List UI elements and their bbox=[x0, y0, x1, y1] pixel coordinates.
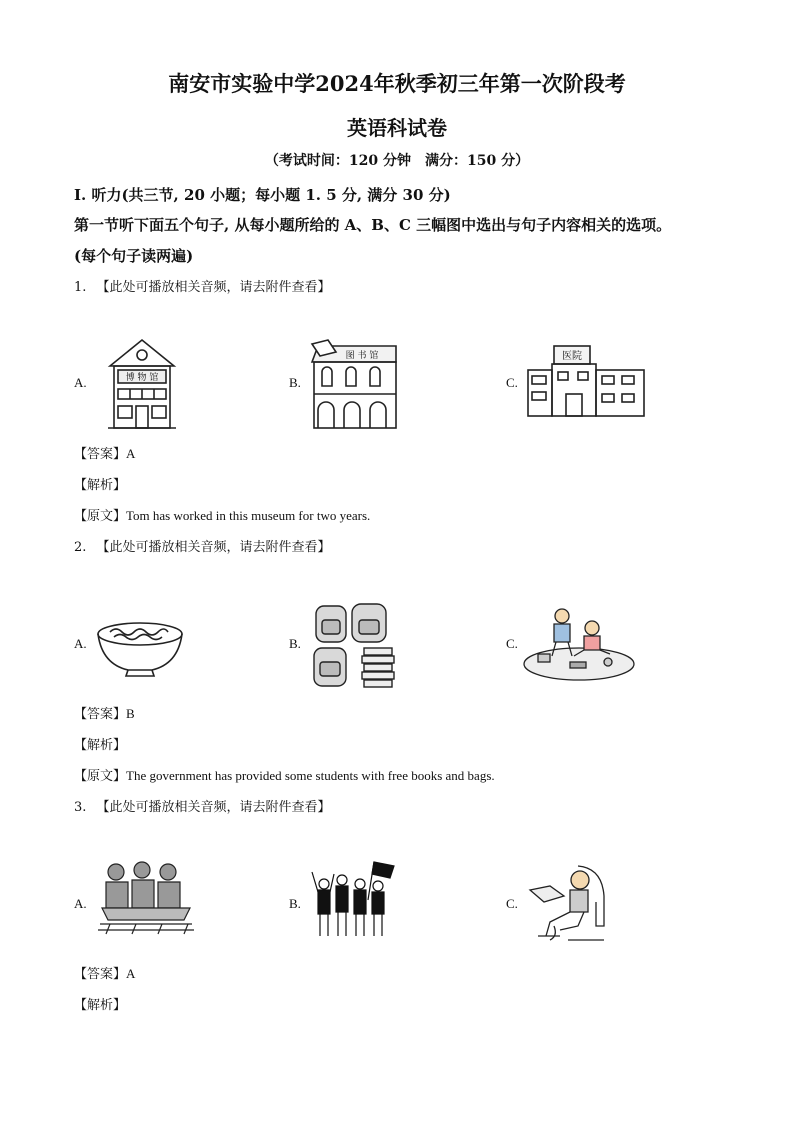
answer-value: B bbox=[126, 706, 135, 721]
option-b-label: B. bbox=[289, 375, 301, 390]
answer-row bbox=[74, 703, 135, 722]
option-c-label: C. bbox=[506, 375, 518, 390]
option-a-label: A. bbox=[74, 896, 87, 911]
question-number: 3. bbox=[74, 800, 87, 815]
original-row bbox=[74, 765, 495, 784]
question-number: 2. bbox=[74, 540, 87, 555]
question-1-header bbox=[74, 276, 331, 295]
audio-note: 【此处可播放相关音频，请去附件查看】 bbox=[96, 540, 331, 555]
cheering-group-icon bbox=[308, 860, 400, 942]
hospital-sign-text: 医院 bbox=[562, 351, 582, 362]
exam-subtitle: 英语科试卷 bbox=[347, 116, 447, 140]
section-heading: Ⅰ. 听力(共三节, 20 小题；每小题 1. 5 分, 满分 30 分) bbox=[74, 186, 451, 204]
option-b-label: B. bbox=[289, 896, 301, 911]
option-a-label: A. bbox=[74, 636, 87, 651]
answer-row bbox=[74, 963, 135, 982]
section-instruction-note: (每个句子读两遍) bbox=[74, 247, 194, 265]
noodle-bowl-icon bbox=[94, 618, 186, 680]
exam-meta: （考试时间：120 分钟 满分：150 分） bbox=[264, 153, 530, 169]
soldiers-training-icon bbox=[96, 858, 196, 938]
option-c-label: C. bbox=[506, 896, 518, 911]
question-3-header bbox=[74, 796, 331, 815]
analysis-label: 【解析】 bbox=[74, 738, 127, 753]
original-text: The government has provided some students with free books and bags. bbox=[126, 768, 495, 783]
museum-building-icon bbox=[106, 336, 178, 430]
answer-value: A bbox=[126, 966, 136, 981]
exam-title: 南安市实验中学2024年秋季初三年第一次阶段考 bbox=[168, 71, 626, 96]
original-label: 【原文】 bbox=[74, 509, 127, 524]
question-2-header bbox=[74, 536, 331, 555]
answer-label: 【答案】 bbox=[74, 447, 127, 462]
answer-value: A bbox=[126, 446, 136, 461]
audio-note: 【此处可播放相关音频，请去附件查看】 bbox=[96, 280, 331, 295]
analysis-label: 【解析】 bbox=[74, 478, 127, 493]
children-playing-icon bbox=[522, 604, 636, 682]
original-row bbox=[74, 505, 370, 524]
bags-and-books-icon bbox=[308, 598, 400, 690]
original-label: 【原文】 bbox=[74, 769, 127, 784]
old-man-reading-icon bbox=[528, 860, 612, 944]
option-c-label: C. bbox=[506, 636, 518, 651]
answer-label: 【答案】 bbox=[74, 967, 127, 982]
answer-label: 【答案】 bbox=[74, 707, 127, 722]
option-b-label: B. bbox=[289, 636, 301, 651]
original-text: Tom has worked in this museum for two years. bbox=[126, 508, 371, 523]
question-number: 1. bbox=[74, 280, 87, 295]
museum-sign-text: 博 物 馆 bbox=[125, 373, 159, 383]
library-building-icon bbox=[308, 338, 400, 430]
hospital-building-icon bbox=[526, 344, 648, 418]
section-instruction: 第一节听下面五个句子, 从每小题所给的 A、B、C 三幅图中选出与句子内容相关的选项。 bbox=[74, 216, 672, 234]
audio-note: 【此处可播放相关音频，请去附件查看】 bbox=[96, 800, 331, 815]
analysis-label: 【解析】 bbox=[74, 998, 127, 1013]
option-a-label: A. bbox=[74, 375, 87, 390]
library-sign-text: 图 书 馆 bbox=[345, 351, 379, 361]
answer-row bbox=[74, 443, 135, 462]
